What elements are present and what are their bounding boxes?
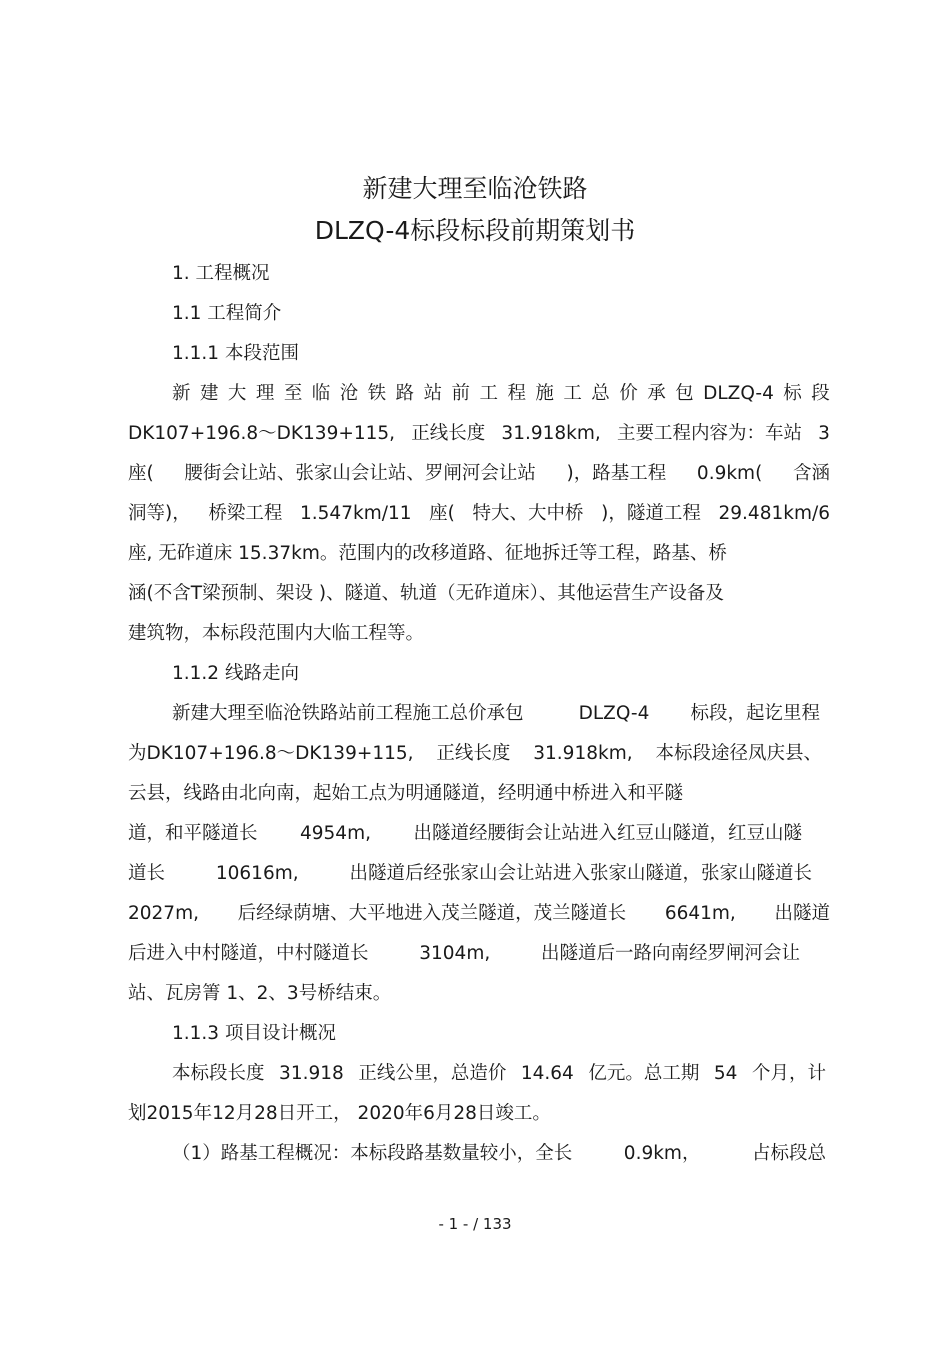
section-heading-1-1-2: 1.1.2 线路走向 — [172, 663, 299, 684]
document-subtitle: DLZQ-4标段标段前期策划书 — [314, 216, 636, 245]
section-heading-1: 1. 工程概况 — [172, 263, 270, 284]
paragraph-design-line-2: 划2015年12月28日开工， 2020年6月28日竣工。 — [128, 1103, 551, 1124]
paragraph-route-line-5: 道长 10616m, 出隧道后经张家山会让站进入张家山隧道，张家山隧道长 — [128, 863, 812, 884]
paragraph-route-line-8: 站、瓦房箐 1、2、3号桥结束。 — [128, 983, 392, 1004]
paragraph-scope-line-3: 座( 腰街会让站、张家山会让站、罗闸河会让站 )，路基工程 0.9km( 含涵 — [128, 463, 830, 484]
paragraph-route-line-6: 2027m, 后经绿荫塘、大平地进入茂兰隧道，茂兰隧道长 6641m, 出隧道 — [128, 903, 830, 924]
document-title: 新建大理至临沧铁路 — [362, 174, 588, 203]
paragraph-design-line-1: 本标段长度 31.918 正线公里，总造价 14.64 亿元。总工期 54 个月，计 — [172, 1063, 826, 1084]
paragraph-route-line-3: 云县，线路由北向南，起始工点为明通隧道，经明通中桥进入和平隧 — [128, 783, 684, 804]
paragraph-scope-line-5: 座, 无砟道床 15.37km。范围内的改移道路、征地拆迁等工程，路基、桥 — [128, 543, 727, 564]
paragraph-route-line-2: 为DK107+196.8～DK139+115, 正线长度 31.918km, 本标段途径凤庆县、 — [128, 743, 822, 764]
section-heading-1-1: 1.1 工程简介 — [172, 303, 282, 324]
paragraph-route-line-1: 新建大理至临沧铁路站前工程施工总价承包 DLZQ-4 标段，起讫里程 — [172, 703, 820, 724]
paragraph-scope-line-1: 新 建 大 理 至 临 沧 铁 路 站 前 工 程 施 工 总 价 承 包 DLZQ-4 标 段 — [172, 383, 830, 404]
paragraph-route-line-4: 道，和平隧道长 4954m, 出隧道经腰街会让站进入红豆山隧道，红豆山隧 — [128, 823, 802, 844]
page-number: - 1 - / 133 — [438, 1215, 512, 1233]
paragraph-route-line-7: 后进入中村隧道，中村隧道长 3104m, 出隧道后一路向南经罗闸河会让 — [128, 943, 800, 964]
section-heading-1-1-1: 1.1.1 本段范围 — [172, 343, 299, 364]
paragraph-scope-line-6: 涵(不含T梁预制、架设 )、隧道、轨道（无砟道床）、其他运营生产设备及 — [128, 583, 724, 604]
paragraph-design-line-3: （1）路基工程概况：本标段路基数量较小，全长 0.9km， 占标段总 — [172, 1143, 826, 1164]
paragraph-scope-line-2: DK107+196.8～DK139+115, 正线长度 31.918km, 主要工程内容为：车站 3 — [128, 423, 830, 444]
paragraph-scope-line-4: 洞等)， 桥梁工程 1.547km/11 座( 特大、大中桥 )，隧道工程 29.481km/6 — [128, 503, 830, 524]
section-heading-1-1-3: 1.1.3 项目设计概况 — [172, 1023, 336, 1044]
paragraph-scope-line-7: 建筑物，本标段范围内大临工程等。 — [128, 623, 425, 644]
